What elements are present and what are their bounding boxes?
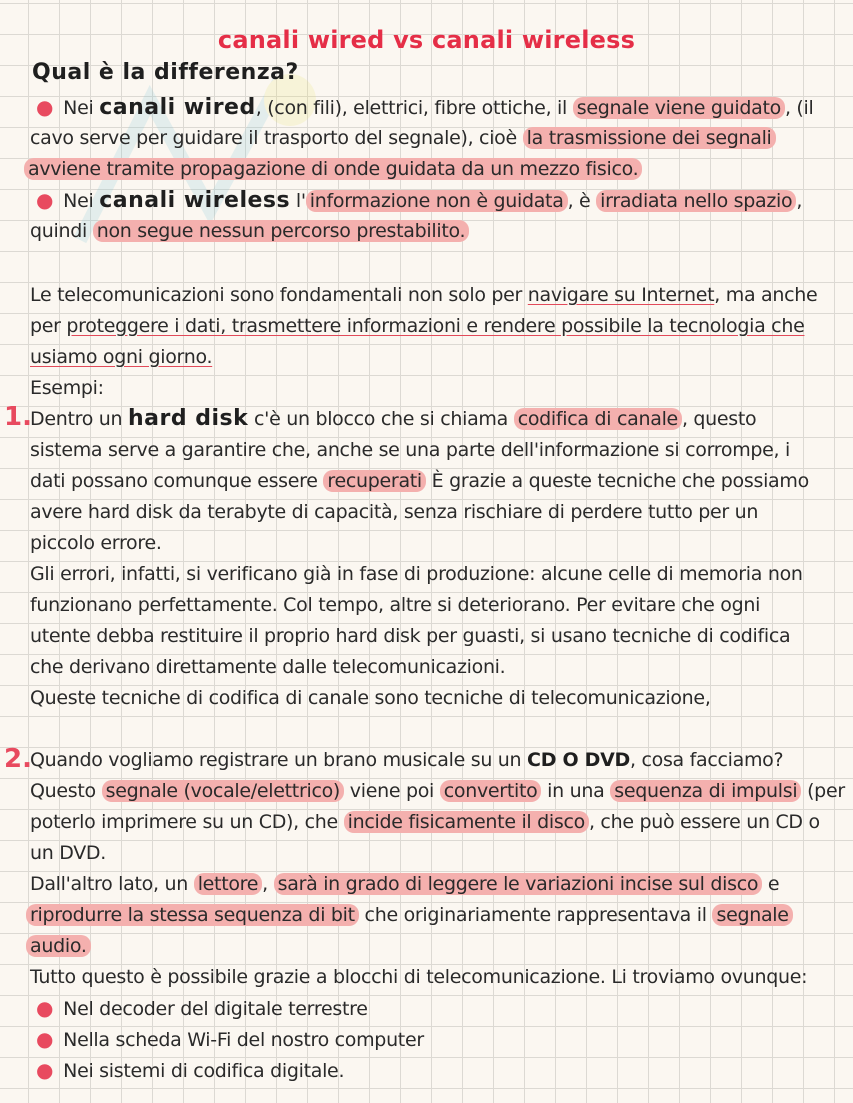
ex1-line-9: che derivano direttamente dalle telecomunicazioni. bbox=[30, 656, 506, 678]
example-number-2: 2. bbox=[4, 744, 32, 774]
ex1-line-5: piccolo errore. bbox=[30, 532, 162, 554]
ex2-line-2: Questo segnale (vocale/elettrico) viene poi convertito in una sequenza di impulsi (per bbox=[30, 780, 845, 802]
ex1-line-1: Dentro un hard disk c'è un blocco che si chiama codifica di canale , questo bbox=[30, 406, 757, 431]
ex2-line-8: Tutto questo è possibile grazie a blocchi di telecomunicazione. Li troviamo ovunque: bbox=[30, 966, 808, 988]
list-item: ● Nella scheda Wi-Fi del nostro computer bbox=[36, 1027, 424, 1051]
list-item: ● Nei sistemi di codifica digitale. bbox=[36, 1058, 345, 1082]
bullet-icon: ● bbox=[36, 996, 54, 1020]
ex2-line-3: poterlo imprimere su un CD), che incide fisicamente il disco , che può essere un CD o bbox=[30, 811, 820, 833]
ex1-line-4: avere hard disk da terabyte di capacità, senza rischiare di perdere tutto per un bbox=[30, 501, 759, 523]
intro-line-2: per proteggere i dati, trasmettere informazioni e rendere possibile la tecnologia che bbox=[30, 315, 805, 337]
bullet-icon: ● bbox=[36, 1058, 54, 1082]
list-item: ● Nel decoder del digitale terrestre bbox=[36, 996, 368, 1020]
ex1-line-6: Gli errori, infatti, si verificano già in fase di produzione: alcune celle di memoria non bbox=[30, 563, 803, 585]
ex2-line-1: Quando vogliamo registrare un brano musicale su un CD O DVD, cosa facciamo? bbox=[30, 749, 784, 771]
esempi-label: Esempi: bbox=[30, 377, 104, 399]
ex2-line-5: Dall'altro lato, un lettore , sarà in grado di leggere le variazioni incise sul disco e bbox=[30, 873, 780, 895]
wired-line-3: avviene tramite propagazione di onde guidata da un mezzo fisico. bbox=[24, 156, 642, 182]
wired-line-2: cavo serve per guidare il trasporto del segnale), cioè la trasmissione dei segnali bbox=[30, 125, 776, 151]
ex2-line-7: audio. bbox=[26, 933, 91, 959]
ex1-line-8: utente debba restituire il proprio hard disk per guasti, si usano tecniche di codifica bbox=[30, 625, 791, 647]
ex2-line-4: un DVD. bbox=[30, 842, 106, 864]
ex1-line-7: funzionano perfettamente. Col tempo, altre si deteriorano. Per evitare che ogni bbox=[30, 594, 761, 616]
question-heading: Qual è la differenza? bbox=[32, 60, 299, 85]
page-title: canali wired vs canali wireless bbox=[217, 26, 636, 54]
bullet-icon: ● bbox=[36, 1027, 54, 1051]
intro-line-1: Le telecomunicazioni sono fondamentali non solo per navigare su Internet, ma anche bbox=[30, 284, 818, 306]
ex2-line-6: riprodurre la stessa sequenza di bit che originariamente rappresentava il segnale bbox=[26, 902, 793, 928]
bullet-icon: ● bbox=[36, 95, 54, 119]
ex1-line-2: sistema serve a garantire che, anche se una parte dell'informazione si corrompe, i bbox=[30, 439, 791, 461]
bullet-icon: ● bbox=[36, 188, 54, 212]
ex1-line-3: dati possano comunque essere recuperati È grazie a queste tecniche che possiamo bbox=[30, 470, 809, 492]
wired-line-1: ● Nei canali wired, (con fili), elettrici, fibre ottiche, il segnale viene guidato , (il bbox=[36, 95, 814, 120]
ex1-line-10: Queste tecniche di codifica di canale sono tecniche di telecomunicazione, bbox=[30, 687, 711, 709]
wireless-line-1: ● Nei canali wireless l' informazione non è guidata , è irradiata nello spazio , bbox=[36, 188, 803, 213]
wireless-line-2: quindi non segue nessun percorso prestabilito. bbox=[30, 218, 469, 244]
example-number-1: 1. bbox=[4, 402, 32, 432]
intro-line-3: usiamo ogni giorno. bbox=[30, 346, 213, 368]
